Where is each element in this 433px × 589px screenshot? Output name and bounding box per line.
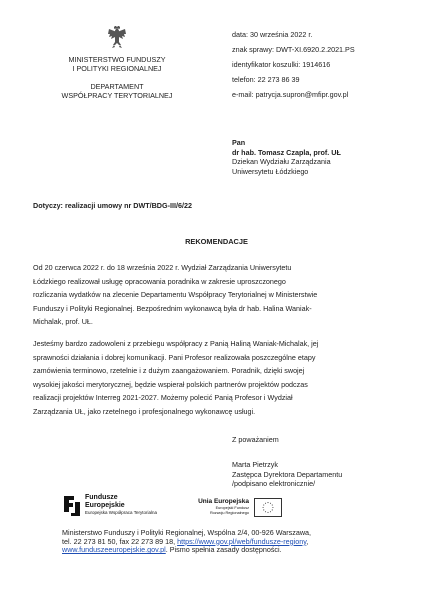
eu-line-1: Unia Europejska xyxy=(198,498,249,505)
email: e-mail: patrycja.supron@mfipr.gov.pl xyxy=(232,90,349,99)
paragraph-line: Od 20 czerwca 2022 r. do 18 września 2022 r. Wydział Zarządzania Uniwersytetu xyxy=(33,263,292,272)
department-name xyxy=(24,82,210,100)
paragraph-line: wysokiej jakości merytorycznej, będzie wspierał polskich partnerów projektów podczas xyxy=(33,379,308,389)
letter-metadata xyxy=(232,27,355,102)
paragraph-1 xyxy=(33,261,403,329)
letter-date: data: 30 września 2022 r. xyxy=(232,30,313,39)
ministry-line-2: I POLITYKI REGIONALNEJ xyxy=(72,64,162,73)
eu-star-icon xyxy=(272,505,273,506)
paragraph-line: Zarządzania UŁ, jako rzetelnego i profesjonalnego wykonawcę usługi. xyxy=(33,406,256,416)
fe-logo-text xyxy=(85,494,157,516)
footer-link-funds[interactable]: www.funduszeeuropejskie.gov.pl xyxy=(62,545,166,555)
eu-star-icon xyxy=(267,512,268,513)
ministry-name xyxy=(24,55,210,73)
eu-logo-text xyxy=(187,498,249,516)
signer-title: Zastępca Dyrektora Departamentu xyxy=(232,469,343,479)
paragraph-line: realizacji projektów Interreg 2021-2027. Możemy polecić Panią Profesor i Wydział xyxy=(33,393,293,403)
paragraph-line: rozliczania wydatków na zlecenie Departamentu Współpracy Terytorialnej w Ministerstwie xyxy=(33,290,318,300)
recipient-salutation: Pan xyxy=(232,138,246,147)
footer-accessibility: . Pismo spełnia zasady dostępności. xyxy=(165,545,282,555)
eu-star-icon xyxy=(263,507,264,508)
signer-block xyxy=(232,460,342,489)
footer-contact: tel. 22 273 81 50, fax 22 273 89 18, xyxy=(62,536,178,546)
fe-line-1: Fundusze xyxy=(85,494,118,501)
department-line-1: DEPARTAMENT xyxy=(90,82,144,91)
eu-line-2: Europejski Fundusz xyxy=(215,506,249,510)
closing-phrase: Z poważaniem xyxy=(232,435,279,444)
fundusze-europejskie-logo xyxy=(62,494,82,518)
paragraph-line: sprawności działania i dobrej komunikacji. Pani Profesor realizowała poszczególne etapy xyxy=(33,352,316,362)
document-heading: REKOMENDACJE xyxy=(185,237,248,246)
paragraph-line: zamówienia terminowo, rzetelnie i z dużym zaangażowaniem. Poradnik, dzięki swojej xyxy=(33,366,305,376)
recipient-name: dr hab. Tomasz Czapla, prof. UŁ xyxy=(232,147,341,157)
footer-comma: , xyxy=(306,536,309,546)
fe-line-3: Europejska Współpraca Terytorialna xyxy=(85,510,157,515)
eu-star-icon xyxy=(270,503,271,504)
paragraph-line: Jesteśmy bardzo zadowoleni z przebiegu współpracy z Panią Haliną Waniak-Michalak, jej xyxy=(33,339,319,348)
subject-line: Dotyczy: realizacji umowy nr DWT/BDG-III/6/22 xyxy=(33,201,192,210)
footer-line-1: Ministerstwo Funduszy i Polityki Regionalnej, Wspólna 2/4, 00-926 Warszawa, xyxy=(62,528,312,537)
footer xyxy=(62,529,311,555)
eu-star-icon xyxy=(265,503,266,504)
eu-star-icon xyxy=(263,505,264,506)
footer-link-gov[interactable]: https://www.gov.pl/web/fundusze-regiony xyxy=(177,536,307,546)
eu-star-icon xyxy=(265,511,266,512)
signature-note: /podpisano elektronicznie/ xyxy=(232,479,316,488)
eu-star-icon xyxy=(272,507,273,508)
footer-line-3 xyxy=(62,546,311,555)
eu-star-icon xyxy=(267,502,268,503)
recipient-position: Dziekan Wydziału Zarządzania xyxy=(232,157,331,166)
eu-star-icon xyxy=(270,511,271,512)
recipient-block xyxy=(232,138,341,176)
phone: telefon: 22 273 86 39 xyxy=(232,75,300,84)
recipient-institution: Uniwersytetu Łódzkiego xyxy=(232,166,309,176)
eu-line-3: Rozwoju Regionalnego xyxy=(209,511,249,515)
department-line-2: WSPÓŁPRACY TERYTORIALNEJ xyxy=(61,91,173,100)
paragraph-line: Funduszy i Polityki Regionalnej. Bezpośrednim wykonawcą była dr hab. Halina Waniak- xyxy=(33,303,312,313)
basket-id: identyfikator koszulki: 1914616 xyxy=(232,60,331,69)
polish-eagle-icon xyxy=(107,26,127,48)
fe-line-2: Europejskie xyxy=(85,502,125,509)
paragraph-line: Michalak, prof. UŁ. xyxy=(33,317,93,327)
eu-star-icon xyxy=(272,509,273,510)
signer-name: Marta Pietrzyk xyxy=(232,460,278,469)
paragraph-2 xyxy=(33,337,403,419)
case-number: znak sprawy: DWT-XI.6920.2.2021.PS xyxy=(232,45,355,54)
paragraph-line: Łódzkiego realizował usługę opracowania poradnika w zakresie uproszczonego xyxy=(33,276,286,286)
eu-star-icon xyxy=(263,509,264,510)
ministry-line-1: MINISTERSTWO FUNDUSZY xyxy=(68,55,166,64)
eu-flag-icon xyxy=(254,498,282,517)
